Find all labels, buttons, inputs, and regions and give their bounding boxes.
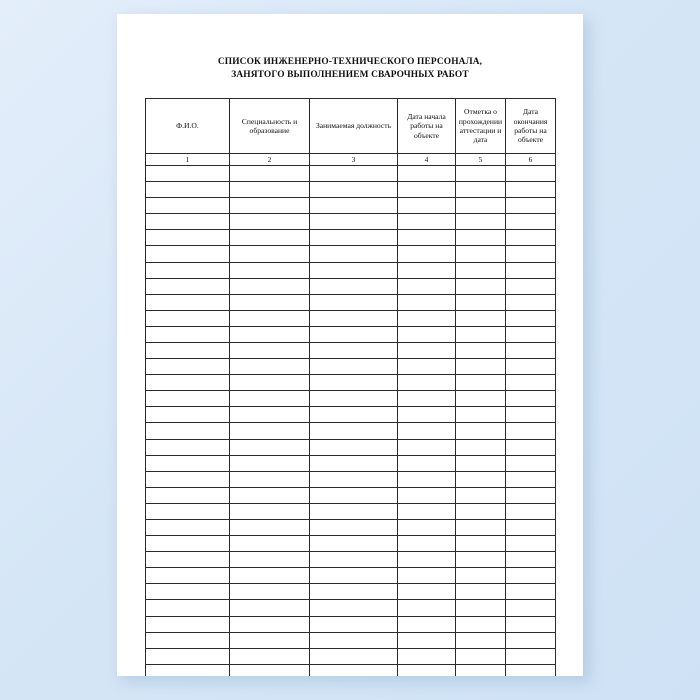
table-cell[interactable] (506, 198, 556, 214)
document-page (117, 14, 583, 676)
table-cell[interactable] (398, 375, 456, 391)
table-cell[interactable] (310, 423, 398, 439)
table-row[interactable] (146, 375, 556, 391)
table-cell[interactable] (310, 648, 398, 664)
table-cell[interactable] (506, 455, 556, 471)
table-cell[interactable] (146, 246, 230, 262)
table-row[interactable] (146, 632, 556, 648)
table-cell[interactable] (398, 182, 456, 198)
table-cell[interactable] (456, 439, 506, 455)
table-cell[interactable] (456, 552, 506, 568)
table-cell[interactable] (398, 455, 456, 471)
page-title (117, 14, 583, 82)
table-row[interactable] (146, 262, 556, 278)
table-cell[interactable] (146, 198, 230, 214)
table-cell[interactable] (310, 310, 398, 326)
table-cell[interactable] (456, 310, 506, 326)
table-cell[interactable] (230, 503, 310, 519)
table-cell[interactable] (230, 648, 310, 664)
table-cell[interactable] (310, 407, 398, 423)
table-cell[interactable] (230, 487, 310, 503)
table-cell[interactable] (398, 391, 456, 407)
table-cell[interactable] (230, 439, 310, 455)
table-cell[interactable] (310, 664, 398, 676)
table-cell[interactable] (398, 246, 456, 262)
table-cell[interactable] (230, 326, 310, 342)
column-number-1: 1 (146, 153, 230, 165)
table-cell[interactable] (456, 568, 506, 584)
table-cell[interactable] (506, 391, 556, 407)
table-cell[interactable] (506, 310, 556, 326)
table-cell[interactable] (146, 552, 230, 568)
table-cell[interactable] (310, 375, 398, 391)
table-cell[interactable] (230, 423, 310, 439)
table-cell[interactable] (506, 439, 556, 455)
table-cell[interactable] (506, 182, 556, 198)
table-cell[interactable] (310, 246, 398, 262)
table-cell[interactable] (146, 278, 230, 294)
table-cell[interactable] (506, 262, 556, 278)
table-cell[interactable] (398, 342, 456, 358)
table-cell[interactable] (398, 439, 456, 455)
table-cell[interactable] (456, 520, 506, 536)
table-cell[interactable] (146, 262, 230, 278)
table-row[interactable] (146, 359, 556, 375)
table-cell[interactable] (146, 423, 230, 439)
table-cell[interactable] (456, 407, 506, 423)
table-cell[interactable] (230, 600, 310, 616)
table-cell[interactable] (230, 214, 310, 230)
table-cell[interactable] (456, 600, 506, 616)
table-cell[interactable] (230, 165, 310, 181)
table-row[interactable] (146, 648, 556, 664)
table-cell[interactable] (456, 165, 506, 181)
table-cell[interactable] (310, 326, 398, 342)
table-cell[interactable] (398, 471, 456, 487)
table-cell[interactable] (310, 536, 398, 552)
table-cell[interactable] (146, 664, 230, 676)
table-cell[interactable] (398, 310, 456, 326)
table-row[interactable] (146, 616, 556, 632)
table-cell[interactable] (146, 214, 230, 230)
table-cell[interactable] (230, 342, 310, 358)
table-row[interactable] (146, 310, 556, 326)
table-cell[interactable] (146, 359, 230, 375)
table-cell[interactable] (230, 230, 310, 246)
table-cell[interactable] (398, 278, 456, 294)
table-row[interactable] (146, 182, 556, 198)
table-row[interactable] (146, 214, 556, 230)
table-cell[interactable] (506, 520, 556, 536)
table-row[interactable] (146, 246, 556, 262)
column-number-4: 4 (398, 153, 456, 165)
table-cell[interactable] (230, 584, 310, 600)
column-number-3: 3 (310, 153, 398, 165)
table-cell[interactable] (506, 326, 556, 342)
column-header-start-date: Дата начала работы на объекте (398, 98, 456, 153)
table-row[interactable] (146, 230, 556, 246)
table-cell[interactable] (456, 326, 506, 342)
table-cell[interactable] (146, 632, 230, 648)
table-cell[interactable] (146, 584, 230, 600)
table-cell[interactable] (310, 359, 398, 375)
table-cell[interactable] (456, 616, 506, 632)
table-cell[interactable] (230, 568, 310, 584)
table-cell[interactable] (230, 246, 310, 262)
table-cell[interactable] (506, 342, 556, 358)
table-cell[interactable] (310, 600, 398, 616)
table-cell[interactable] (506, 487, 556, 503)
table-cell[interactable] (506, 407, 556, 423)
table-cell[interactable] (398, 359, 456, 375)
column-header-fio: Ф.И.О. (146, 98, 230, 153)
table-cell[interactable] (456, 487, 506, 503)
table-cell[interactable] (310, 568, 398, 584)
table-row[interactable] (146, 455, 556, 471)
table-cell[interactable] (398, 584, 456, 600)
table-cell[interactable] (310, 584, 398, 600)
table-cell[interactable] (506, 359, 556, 375)
table-cell[interactable] (506, 616, 556, 632)
column-header-specialty: Специальность и образование (230, 98, 310, 153)
table-cell[interactable] (398, 600, 456, 616)
table-cell[interactable] (456, 423, 506, 439)
page-title-line-1: СПИСОК ИНЖЕНЕРНО-ТЕХНИЧЕСКОГО ПЕРСОНАЛА, (217, 57, 483, 67)
table-row[interactable] (146, 439, 556, 455)
table-cell[interactable] (398, 262, 456, 278)
table-cell[interactable] (146, 520, 230, 536)
table-cell[interactable] (506, 246, 556, 262)
table-cell[interactable] (146, 165, 230, 181)
table-cell[interactable] (398, 503, 456, 519)
table-cell[interactable] (230, 664, 310, 676)
table-cell[interactable] (230, 552, 310, 568)
page-title-line-2: ЗАНЯТОГО ВЫПОЛНЕНИЕМ СВАРОЧНЫХ РАБОТ (231, 69, 469, 80)
column-header-end-date: Дата окончания работы на объекте (506, 98, 556, 153)
table-cell[interactable] (506, 552, 556, 568)
table-cell[interactable] (398, 326, 456, 342)
table-cell[interactable] (310, 487, 398, 503)
table-cell[interactable] (456, 198, 506, 214)
table-cell[interactable] (456, 455, 506, 471)
column-number-2: 2 (230, 153, 310, 165)
table-cell[interactable] (456, 664, 506, 676)
table-cell[interactable] (146, 391, 230, 407)
table-row[interactable] (146, 294, 556, 310)
table-cell[interactable] (506, 294, 556, 310)
table-row[interactable] (146, 600, 556, 616)
table-cell[interactable] (456, 632, 506, 648)
table-row[interactable] (146, 584, 556, 600)
table-cell[interactable] (398, 407, 456, 423)
table-cell[interactable] (398, 568, 456, 584)
table-cell[interactable] (230, 520, 310, 536)
table-row[interactable] (146, 503, 556, 519)
table-cell[interactable] (506, 648, 556, 664)
table-row[interactable] (146, 407, 556, 423)
column-number-5: 5 (456, 153, 506, 165)
table-cell[interactable] (456, 342, 506, 358)
table-cell[interactable] (146, 407, 230, 423)
table-cell[interactable] (310, 616, 398, 632)
table-cell[interactable] (230, 182, 310, 198)
table-row[interactable] (146, 198, 556, 214)
table-cell[interactable] (230, 294, 310, 310)
table-cell[interactable] (230, 375, 310, 391)
table-cell[interactable] (456, 471, 506, 487)
table-cell[interactable] (456, 391, 506, 407)
table-cell[interactable] (146, 616, 230, 632)
table-cell[interactable] (310, 262, 398, 278)
table-row[interactable] (146, 536, 556, 552)
table-cell[interactable] (230, 632, 310, 648)
table-row[interactable] (146, 471, 556, 487)
table-cell[interactable] (230, 262, 310, 278)
table-cell[interactable] (506, 568, 556, 584)
table-cell[interactable] (398, 214, 456, 230)
table-cell[interactable] (506, 230, 556, 246)
table-cell[interactable] (506, 664, 556, 676)
table-cell[interactable] (230, 198, 310, 214)
table-cell[interactable] (310, 182, 398, 198)
column-number-6: 6 (506, 153, 556, 165)
table-cell[interactable] (398, 198, 456, 214)
table-cell[interactable] (230, 391, 310, 407)
table-cell[interactable] (506, 278, 556, 294)
table-cell[interactable] (506, 423, 556, 439)
table-cell[interactable] (398, 165, 456, 181)
table-cell[interactable] (146, 568, 230, 584)
table-cell[interactable] (146, 487, 230, 503)
table-cell[interactable] (146, 230, 230, 246)
table-cell[interactable] (456, 230, 506, 246)
table-cell[interactable] (456, 503, 506, 519)
table-cell[interactable] (146, 375, 230, 391)
table-cell[interactable] (456, 182, 506, 198)
table-cell[interactable] (506, 503, 556, 519)
table-cell[interactable] (310, 520, 398, 536)
table-cell[interactable] (310, 230, 398, 246)
table-cell[interactable] (310, 455, 398, 471)
table-cell[interactable] (146, 310, 230, 326)
table-cell[interactable] (398, 423, 456, 439)
table-cell[interactable] (310, 214, 398, 230)
table-cell[interactable] (506, 600, 556, 616)
table-cell[interactable] (398, 536, 456, 552)
column-number-row (146, 153, 556, 165)
personnel-table (145, 98, 556, 676)
table-cell[interactable] (310, 439, 398, 455)
table-row[interactable] (146, 278, 556, 294)
table-cell[interactable] (398, 552, 456, 568)
table-cell[interactable] (146, 182, 230, 198)
table-cell[interactable] (230, 278, 310, 294)
table-cell[interactable] (230, 407, 310, 423)
table-cell[interactable] (146, 294, 230, 310)
table-row[interactable] (146, 391, 556, 407)
table-cell[interactable] (146, 648, 230, 664)
table-row[interactable] (146, 487, 556, 503)
table-cell[interactable] (146, 455, 230, 471)
table-cell[interactable] (506, 471, 556, 487)
table-row[interactable] (146, 326, 556, 342)
table-cell[interactable] (456, 262, 506, 278)
table-row[interactable] (146, 552, 556, 568)
table-cell[interactable] (310, 552, 398, 568)
table-cell[interactable] (398, 230, 456, 246)
table-row[interactable] (146, 568, 556, 584)
table-cell[interactable] (310, 165, 398, 181)
table-cell[interactable] (230, 359, 310, 375)
table-cell[interactable] (456, 246, 506, 262)
table-cell[interactable] (230, 536, 310, 552)
table-cell[interactable] (310, 294, 398, 310)
column-header-attestation: Отметка о прохождении аттестации и дата (456, 98, 506, 153)
table-cell[interactable] (230, 310, 310, 326)
table-cell[interactable] (310, 471, 398, 487)
table-body (146, 165, 556, 676)
table-cell[interactable] (146, 439, 230, 455)
table-cell[interactable] (398, 664, 456, 676)
table-cell[interactable] (456, 536, 506, 552)
table-cell[interactable] (398, 487, 456, 503)
table-cell[interactable] (456, 375, 506, 391)
table-cell[interactable] (398, 632, 456, 648)
table-cell[interactable] (456, 584, 506, 600)
table-cell[interactable] (506, 214, 556, 230)
table-cell[interactable] (506, 375, 556, 391)
table-cell[interactable] (506, 584, 556, 600)
table-cell[interactable] (506, 165, 556, 181)
table-row[interactable] (146, 165, 556, 181)
column-header-position: Занимаемая должность (310, 98, 398, 153)
table-cell[interactable] (230, 471, 310, 487)
table-row[interactable] (146, 520, 556, 536)
table-cell[interactable] (310, 391, 398, 407)
table-cell[interactable] (310, 632, 398, 648)
table-cell[interactable] (398, 648, 456, 664)
table-cell[interactable] (456, 359, 506, 375)
table-cell[interactable] (506, 536, 556, 552)
table-cell[interactable] (146, 342, 230, 358)
table-row[interactable] (146, 342, 556, 358)
table-cell[interactable] (230, 616, 310, 632)
table-cell[interactable] (146, 471, 230, 487)
table-cell[interactable] (230, 455, 310, 471)
table-cell[interactable] (398, 294, 456, 310)
table-container (117, 82, 583, 676)
table-cell[interactable] (146, 536, 230, 552)
table-cell[interactable] (456, 294, 506, 310)
table-cell[interactable] (310, 198, 398, 214)
table-cell[interactable] (310, 503, 398, 519)
table-cell[interactable] (456, 278, 506, 294)
table-cell[interactable] (146, 503, 230, 519)
table-cell[interactable] (398, 520, 456, 536)
table-header (146, 98, 556, 165)
table-cell[interactable] (456, 648, 506, 664)
table-cell[interactable] (398, 616, 456, 632)
table-cell[interactable] (146, 600, 230, 616)
table-row[interactable] (146, 423, 556, 439)
table-cell[interactable] (310, 342, 398, 358)
table-cell[interactable] (456, 214, 506, 230)
table-header-row (146, 98, 556, 153)
table-row[interactable] (146, 664, 556, 676)
table-cell[interactable] (146, 326, 230, 342)
table-cell[interactable] (310, 278, 398, 294)
table-cell[interactable] (506, 632, 556, 648)
